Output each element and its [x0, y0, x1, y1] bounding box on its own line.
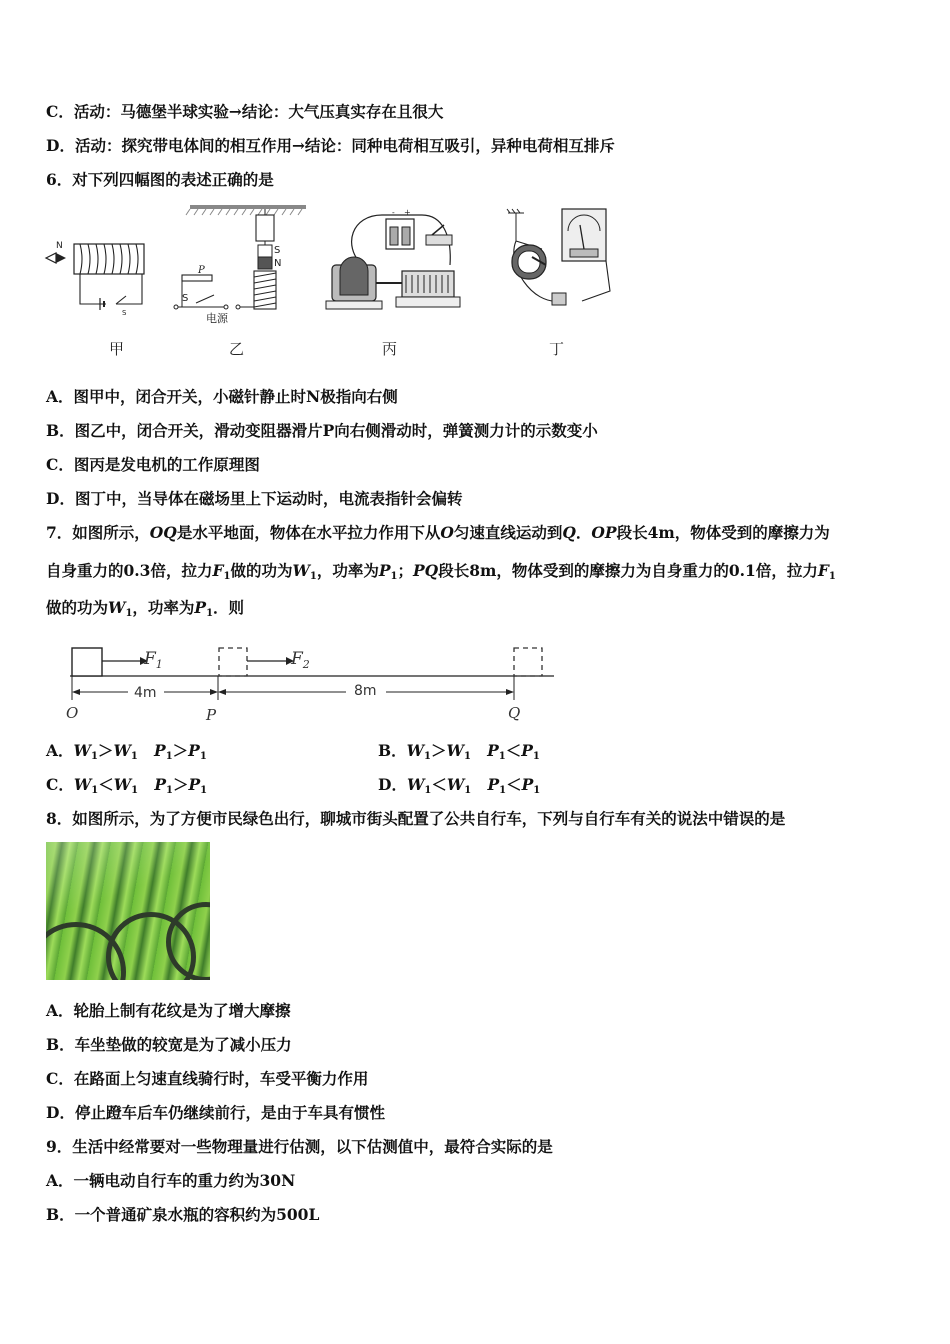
- q8-option-d: D．停止蹬车后车仍继续前行，是由于车具有惯性: [46, 1103, 385, 1122]
- option-d-prev: D．活动：探究带电体间的相互作用→结论：同种电荷相互吸引，异种电荷相互排斥: [46, 136, 615, 155]
- distance-8m: 8m: [354, 683, 377, 699]
- figure-ding-label: 丁: [549, 340, 565, 358]
- svg-text:-: -: [392, 208, 395, 217]
- figure-yi: [168, 203, 308, 325]
- q7-option-c: C．$W_1<W_1$ $P_1>P_1$: [46, 775, 208, 796]
- question-7-line-3: 做的功为$W_1$，功率为$P_1$．则: [46, 598, 245, 619]
- question-7-line-1: 7．如图所示，OQ是水平地面，物体在水平拉力作用下从O匀速直线运动到Q．OP段长4m，物体受到的摩擦力为: [46, 523, 830, 542]
- n-pole-label: N: [56, 241, 63, 251]
- switch-s2-label: S: [182, 293, 189, 304]
- q8-option-b: B．车坐垫做的较宽是为了减小压力: [46, 1035, 292, 1054]
- svg-text:+: +: [404, 208, 411, 217]
- question-6: 6．对下列四幅图的表述正确的是: [46, 170, 274, 189]
- magnet-n-label: N: [274, 258, 282, 269]
- slider-p-label: P: [198, 265, 205, 276]
- question-9: 9．生活中经常要对一些物理量进行估测，以下估测值中，最符合实际的是: [46, 1137, 553, 1156]
- q6-option-a: A．图甲中，闭合开关，小磁针静止时N极指向右侧: [46, 387, 398, 406]
- question-7-line-2: 自身重力的0.3倍，拉力$F_1$做的功为$W_1$，功率为$P_1$；PQ段长8m，物体受到的摩擦力为自身重力的0.1倍，拉力$F_1$: [46, 561, 836, 582]
- q7-option-a: A．$W_1>W_1$ $P_1>P_1$: [46, 741, 207, 762]
- figure-jia-label: 甲: [109, 340, 125, 358]
- q9-option-b: B．一个普通矿泉水瓶的容积约为500L: [46, 1205, 320, 1224]
- q6-option-d: D．图丁中，当导体在磁场里上下运动时，电流表指针会偏转: [46, 489, 463, 508]
- distance-4m: 4m: [134, 685, 157, 701]
- q7-option-b: B．$W_1>W_1$ $P_1<P_1$: [378, 741, 540, 762]
- point-p: P: [206, 706, 217, 724]
- figure-yi-label: 乙: [229, 340, 245, 358]
- question-8: 8．如图所示，为了方便市民绿色出行，聊城市街头配置了公共自行车，下列与自行车有关的说法中错误的是: [46, 809, 786, 828]
- point-o: O: [66, 704, 79, 722]
- q9-option-a: A．一辆电动自行车的重力约为30N: [46, 1171, 296, 1190]
- figure-ding: [502, 205, 614, 315]
- figure-jia: [44, 232, 156, 316]
- figure-bing: [322, 205, 466, 315]
- q6-option-b: B．图乙中，闭合开关，滑动变阻器滑片P向右侧滑动时，弹簧测力计的示数变小: [46, 421, 598, 440]
- power-label: 电源: [206, 312, 228, 325]
- svg-text:F2: $F_2$: [291, 649, 310, 671]
- switch-s-label: S: [122, 309, 127, 316]
- svg-text:F1: $F_1$: [144, 649, 163, 671]
- point-q: Q: [508, 704, 521, 722]
- q7-option-d: D．$W_1<W_1$ $P_1<P_1$: [378, 775, 541, 796]
- q8-option-c: C．在路面上匀速直线骑行时，车受平衡力作用: [46, 1069, 369, 1088]
- q8-option-a: A．轮胎上制有花纹是为了增大摩擦: [46, 1001, 291, 1020]
- bicycle-photo: [46, 842, 210, 980]
- option-c-prev: C．活动：马德堡半球实验→结论：大气压真实存在且很大: [46, 102, 444, 121]
- magnet-s-label: S: [274, 245, 281, 256]
- q6-option-c: C．图丙是发电机的工作原理图: [46, 455, 260, 474]
- figure-7-motion: [56, 640, 566, 726]
- figure-bing-label: 丙: [382, 340, 398, 358]
